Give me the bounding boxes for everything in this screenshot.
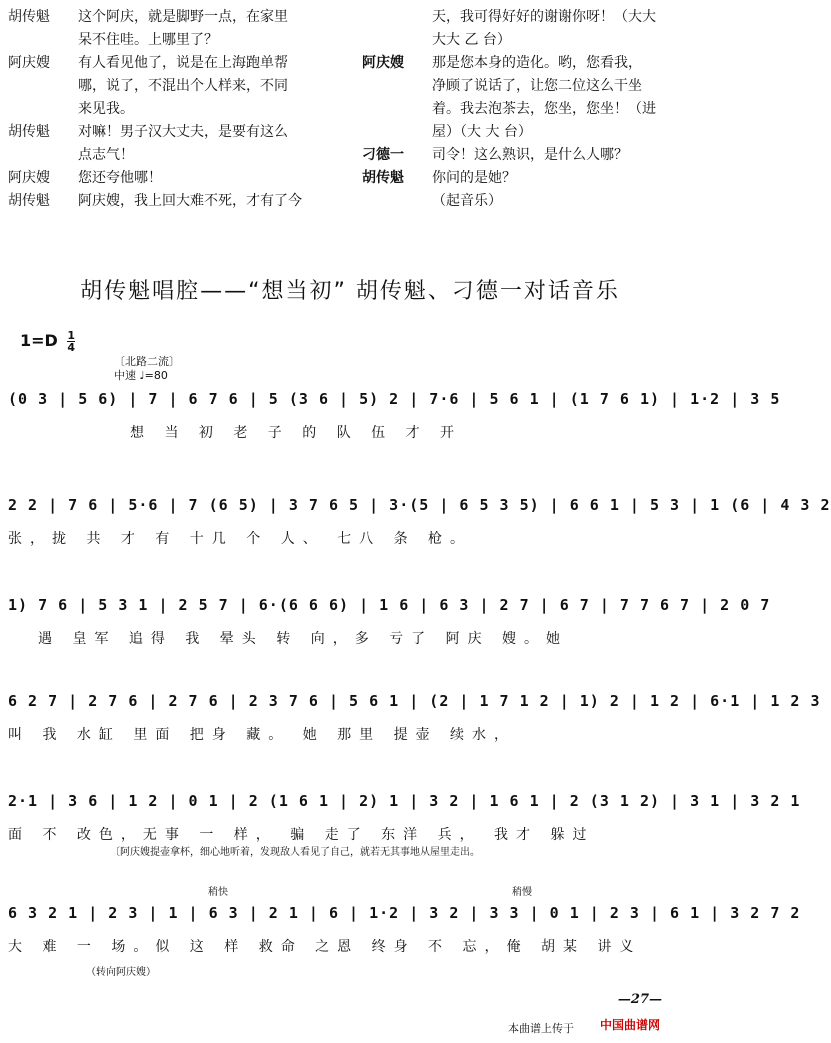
dialogue-line bbox=[362, 29, 694, 52]
dialogue-line bbox=[8, 98, 348, 121]
speaker-name bbox=[8, 75, 78, 98]
speaker-name bbox=[362, 75, 432, 98]
notation: 2 2 | 7 6 | 5·6 | 7 (6 5) | 3 7 6 5 | 3·(5 | 6 5 3 5) | 6 6 1 | 5 3 | 1 (6 | 4 3 2 bbox=[8, 496, 831, 514]
dialogue-line bbox=[8, 52, 348, 75]
site-logo: 中国曲谱网 bbox=[600, 1018, 661, 1032]
speaker-name bbox=[362, 6, 432, 29]
lyrics: 想 当 初 老 子 的 队 伍 才 开 bbox=[130, 425, 463, 441]
speaker-name bbox=[362, 190, 432, 213]
key-label: 1=D bbox=[20, 331, 58, 350]
speech-text: 这个阿庆，就是脚野一点，在家里 bbox=[78, 9, 288, 25]
time-bottom: 4 bbox=[67, 341, 76, 354]
lyrics: 遇 皇军 追得 我 晕头 转 向，多 亏了 阿庆 嫂。她 bbox=[38, 631, 569, 647]
lyrics: 张，拢 共 才 有 十几 个 人、 七八 条 枪。 bbox=[8, 531, 473, 547]
speaker-name bbox=[362, 121, 432, 144]
speech-text: 司令！这么熟识，是什么人哪？ bbox=[432, 147, 628, 163]
speech-text: 呆不住哇。上哪里了？ bbox=[78, 32, 218, 48]
stage-direction: （转向阿庆嫂） bbox=[86, 967, 156, 978]
score-line-4 bbox=[8, 692, 821, 744]
speech-text: 有人看见他了，说是在上海跑单帮 bbox=[78, 55, 288, 71]
time-signature bbox=[67, 330, 75, 353]
speaker-name: 胡传魁 bbox=[8, 124, 50, 140]
dialogue-line bbox=[8, 121, 348, 144]
speech-text: 屋）（大 大 台） bbox=[432, 124, 532, 140]
tempo-marking bbox=[114, 355, 180, 383]
notation: 6 3 2 1 | 2 3 | 1 | 6 3 | 2 1 | 6 | 1·2 | 3 2 | 3 3 | 0 1 | 2 3 | 6 1 | 3 2 7 2 bbox=[8, 904, 801, 922]
dialogue-line bbox=[362, 190, 694, 213]
dialogue-line bbox=[8, 167, 348, 190]
speech-text: 点志气！ bbox=[78, 147, 134, 163]
speaker-name bbox=[8, 98, 78, 121]
speech-text: 净顾了说话了，让您二位这么干坐 bbox=[432, 78, 642, 94]
tempo-change-mark: 稍慢 bbox=[512, 887, 532, 898]
score-line-1 bbox=[8, 390, 781, 442]
speech-text: 对嘛！男子汉大丈夫，是要有这么 bbox=[78, 124, 288, 140]
lyrics: 面 不 改色，无事 一 样， 骗 走了 东洋 兵， 我才 躲过 bbox=[8, 827, 595, 843]
speaker-name: 阿庆嫂 bbox=[362, 55, 404, 71]
speaker-name bbox=[8, 29, 78, 52]
dialogue-line bbox=[8, 144, 348, 167]
speaker-name: 胡传魁 bbox=[8, 9, 50, 25]
key-signature bbox=[20, 330, 75, 353]
score-line-3 bbox=[8, 596, 771, 648]
dialogue-line bbox=[8, 75, 348, 98]
tempo-speed: 中速 ♩=80 bbox=[114, 369, 168, 382]
dialogue-line bbox=[362, 121, 694, 144]
dialogue-line bbox=[362, 75, 694, 98]
stage-direction: 〔阿庆嫂提壶拿杯，细心地听着，发现敌人看见了自己，就若无其事地从屋里走出。 bbox=[110, 847, 480, 858]
lyrics: 叫 我 水缸 里面 把身 藏。 她 那里 提壶 续水， bbox=[8, 727, 517, 743]
score-line-5 bbox=[8, 792, 801, 844]
speaker-name bbox=[362, 29, 432, 52]
speaker-name: 胡传魁 bbox=[362, 170, 404, 186]
tempo-style: 〔北路二流〕 bbox=[114, 355, 180, 368]
speaker-name: 刁德一 bbox=[362, 147, 404, 163]
dialogue-line bbox=[8, 190, 348, 213]
dialogue-line bbox=[362, 6, 694, 29]
speaker-name: 胡传魁 bbox=[8, 193, 50, 209]
speech-text: 你问的是她？ bbox=[432, 170, 516, 186]
dialogue-left-column bbox=[8, 6, 348, 213]
source-note: 本曲谱上传于 bbox=[508, 1022, 574, 1035]
speaker-name: 阿庆嫂 bbox=[8, 55, 50, 71]
tempo-change-mark: 稍快 bbox=[208, 887, 228, 898]
speech-text: 您还夸他哪！ bbox=[78, 170, 162, 186]
lyrics: 大 难 一 场。似 这 样 救命 之恩 终身 不 忘，俺 胡某 讲义 bbox=[8, 939, 642, 955]
dialogue-line bbox=[362, 98, 694, 121]
dialogue-right-column bbox=[362, 6, 694, 213]
speaker-name bbox=[8, 144, 78, 167]
notation: (0 3 | 5 6) | 7 | 6 7 6 | 5 (3 6 | 5) 2 | 7·6 | 5 6 1 | (1 7 6 1) | 1·2 | 3 5 bbox=[8, 390, 781, 408]
dialogue-line bbox=[362, 144, 694, 167]
speech-text: 着。我去泡茶去，您坐，您坐！（进 bbox=[432, 101, 656, 117]
speech-text: 来见我。 bbox=[78, 101, 134, 117]
speech-text: 阿庆嫂，我上回大难不死，才有了今 bbox=[78, 193, 302, 209]
speaker-name bbox=[362, 98, 432, 121]
speech-text: （起音乐） bbox=[432, 193, 502, 209]
score-line-2 bbox=[8, 496, 831, 548]
notation: 1) 7 6 | 5 3 1 | 2 5 7 | 6·(6 6 6) | 1 6 | 6 3 | 2 7 | 6 7 | 7 7 6 7 | 2 0 7 bbox=[8, 596, 771, 614]
song-title: 胡传魁唱腔——“想当初” 胡传魁、刁德一对话音乐 bbox=[80, 279, 620, 304]
dialogue-line bbox=[362, 167, 694, 190]
speaker-name: 阿庆嫂 bbox=[8, 170, 50, 186]
speech-text: 哪，说了，不混出个人样来，不同 bbox=[78, 78, 288, 94]
score-line-6 bbox=[8, 904, 801, 956]
notation: 2·1 | 3 6 | 1 2 | 0 1 | 2 (1 6 1 | 2) 1 | 3 2 | 1 6 1 | 2 (3 1 2) | 3 1 | 3 2 1 bbox=[8, 792, 801, 810]
dialogue-line bbox=[8, 29, 348, 52]
dialogue-line bbox=[8, 6, 348, 29]
page-number: —27— bbox=[617, 992, 662, 1007]
notation: 6 2 7 | 2 7 6 | 2 7 6 | 2 3 7 6 | 5 6 1 | (2 | 1 7 1 2 | 1) 2 | 1 2 | 6·1 | 1 2 3 bbox=[8, 692, 821, 710]
speech-text: 大大 乙 台） bbox=[432, 32, 511, 48]
speech-text: 那是您本身的造化。哟，您看我， bbox=[432, 55, 642, 71]
time-top: 1 bbox=[67, 329, 76, 342]
speech-text: 天，我可得好好的谢谢你呀！（大大 bbox=[432, 9, 656, 25]
dialogue-line bbox=[362, 52, 694, 75]
